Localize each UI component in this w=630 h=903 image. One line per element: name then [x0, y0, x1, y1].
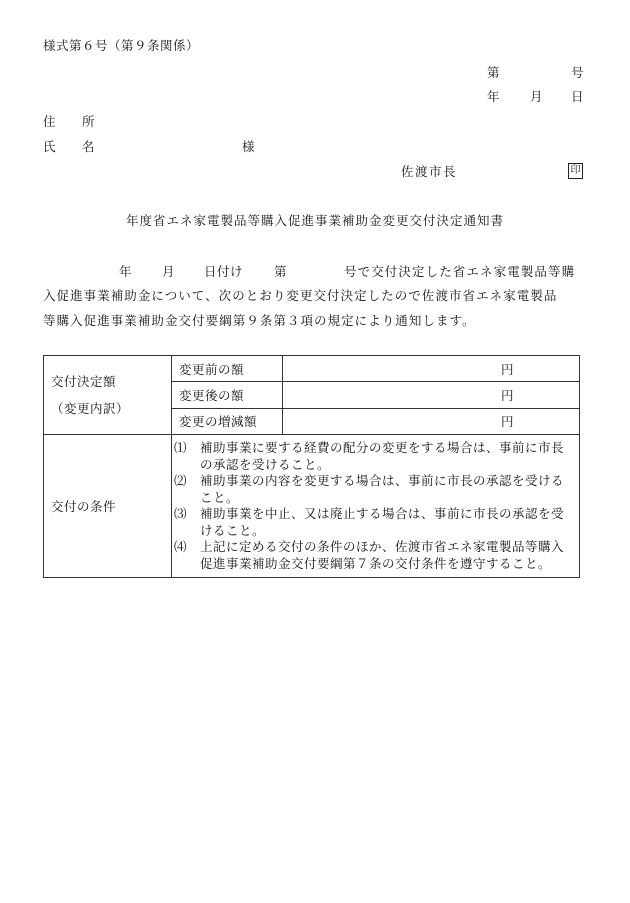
row-unit: 円 — [283, 382, 580, 408]
condition-text: 補助事業の内容を変更する場合は、事前に市長の承認を受けること。 — [200, 473, 565, 505]
list-item — [174, 473, 571, 506]
honorific-sama: 様 — [242, 139, 256, 154]
issuer: 佐渡市長 — [401, 164, 458, 179]
list-item — [174, 506, 571, 539]
table-row — [44, 435, 580, 578]
conditions-cell — [172, 435, 580, 578]
conditions-label: 交付の条件 — [44, 435, 172, 578]
doc-number-go: 号 — [571, 65, 585, 80]
seal-icon: 印 — [568, 163, 583, 179]
date-day: 日 — [571, 89, 585, 104]
body-year: 年 — [119, 264, 133, 279]
name-label: 氏 名 — [43, 139, 96, 154]
body-month: 月 — [162, 264, 176, 279]
page-title: 年度省エネ家電製品等購入促進事業補助金変更交付決定通知書 — [125, 213, 504, 228]
body-dai: 第 — [274, 264, 288, 279]
date-year: 年 — [487, 89, 501, 104]
condition-number: ⑵ — [174, 473, 188, 488]
table-row — [44, 356, 580, 382]
condition-text: 上記に定める交付の条件のほか、佐渡市省エネ家電製品等購入促進事業補助金交付要綱第７条の交付条件を遵守すること。 — [200, 539, 565, 571]
body-line3: 等購入促進事業補助金交付要綱第９条第３項の規定により通知します。 — [43, 313, 476, 328]
conditions-list — [172, 435, 579, 577]
body-line2: 入促進事業補助金について、次のとおり変更交付決定したので佐渡市省エネ家電製品 — [43, 288, 558, 303]
row-label: 変更の増減額 — [172, 408, 283, 434]
body-line1-rest: 号で交付決定した省エネ家電製品等購 — [344, 264, 576, 279]
row-label: 変更前の額 — [172, 356, 283, 382]
body-date-suffix: 日付け — [204, 264, 244, 279]
condition-number: ⑴ — [174, 440, 188, 455]
amount-label-cell — [44, 356, 172, 435]
doc-number-dai: 第 — [487, 65, 501, 80]
condition-number: ⑶ — [174, 506, 188, 521]
condition-text: 補助事業を中止、又は廃止する場合は、事前に市長の承認を受けること。 — [200, 506, 565, 538]
seal-mark — [568, 161, 583, 179]
row-label: 変更後の額 — [172, 382, 283, 408]
condition-number: ⑷ — [174, 539, 188, 554]
row-unit: 円 — [283, 408, 580, 434]
address-label: 住 所 — [43, 114, 96, 129]
amount-sub-label: （変更内訳） — [51, 401, 130, 416]
amount-label: 交付決定額 — [51, 374, 117, 389]
grant-table — [43, 355, 580, 578]
form-number: 様式第６号（第９条関係） — [43, 38, 200, 53]
list-item — [174, 440, 571, 473]
date-month: 月 — [530, 89, 544, 104]
list-item — [174, 539, 571, 572]
row-unit: 円 — [283, 356, 580, 382]
condition-text: 補助事業に要する経費の配分の変更をする場合は、事前に市長の承認を受けること。 — [200, 440, 565, 472]
